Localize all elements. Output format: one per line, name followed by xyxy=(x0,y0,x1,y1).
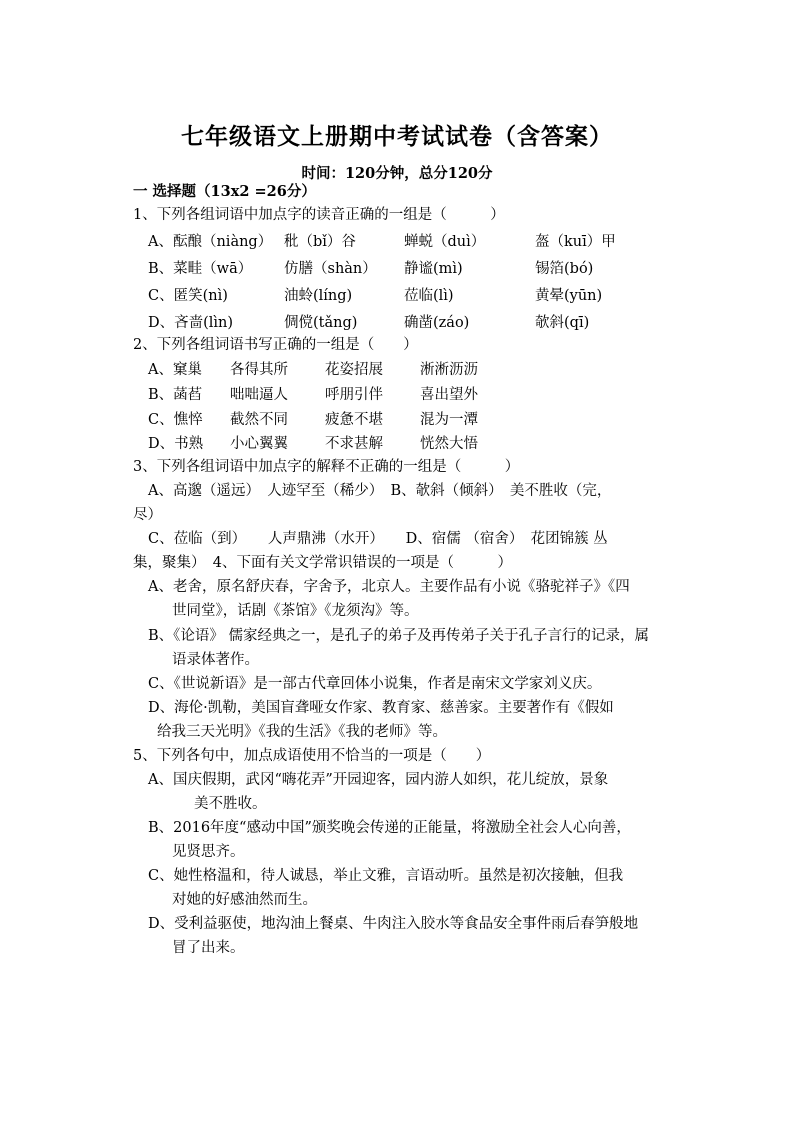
option-text: 莅临(lì) xyxy=(404,288,454,304)
option-text: 截然不同 xyxy=(230,412,288,428)
question-5-line: 美不胜收。 xyxy=(194,796,267,812)
option-text: 呼朋引伴 xyxy=(325,387,383,403)
option-text: A、窠巢 xyxy=(148,362,202,378)
question-3-line: A、高邈（遥远） 人迹罕至（稀少） B、欹斜（倾斜） 美不胜收（完， xyxy=(148,483,612,499)
option-text: 确凿(záo) xyxy=(404,315,470,331)
option-text: B、菡萏 xyxy=(148,387,203,403)
option-text: 疲惫不堪 xyxy=(325,412,383,428)
question-4-line: C、《世说新语》是一部古代章回体小说集，作者是南宋文学家刘义庆。 xyxy=(148,676,602,692)
option-text: 不求甚解 xyxy=(325,436,383,452)
option-text: D、书熟 xyxy=(148,436,204,452)
option-text: 淅淅沥沥 xyxy=(420,362,478,378)
page-title: 七年级语文上册期中考试试卷（含答案） xyxy=(181,123,613,150)
option-text: 欹斜(qī) xyxy=(535,315,590,331)
option-text: A、酝酿（niàng） xyxy=(148,234,273,250)
option-text: 恍然大悟 xyxy=(420,436,478,452)
question-5-line: 冒了出来。 xyxy=(172,940,245,956)
option-text: 小心翼翼 xyxy=(230,436,288,452)
question-5-line: C、她性格温和，待人诚恳，举止文雅，言语动听。虽然是初次接触，但我 xyxy=(148,868,624,884)
question-3-line: 尽） xyxy=(133,507,162,523)
option-text: 静谧(mì) xyxy=(404,261,463,277)
question-4-line: D、海伦·凯勒，美国盲聋哑女作家、教育家、慈善家。主要著作有《假如 xyxy=(148,700,614,716)
question-4-line: B、《论语》 儒家经典之一，是孔子的弟子及再传弟子关于孔子言行的记录，属 xyxy=(148,628,650,644)
section-heading: 一 选择题（13x2 =26分） xyxy=(133,183,316,200)
option-text: B、菜畦（wā） xyxy=(148,261,253,277)
option-text: 盔（kuī）甲 xyxy=(535,234,616,250)
option-text: 仿膳（shàn） xyxy=(284,261,377,277)
option-text: 倜傥(tǎng) xyxy=(284,315,358,331)
option-text: C、憔悴 xyxy=(148,412,203,428)
question-4-stem: 集，聚集） 4、下面有关文学常识错误的一项是（ ） xyxy=(133,555,512,571)
question-4-line: 语录体著作。 xyxy=(172,652,259,668)
option-text: 混为一潭 xyxy=(420,412,478,428)
option-text: 咄咄逼人 xyxy=(230,387,288,403)
question-2-stem: 2、下列各组词语书写正确的一组是（ ） xyxy=(133,337,418,353)
question-1-stem: 1、下列各组词语中加点字的读音正确的一组是（ ） xyxy=(133,207,505,223)
question-3-stem: 3、下列各组词语中加点字的解释不正确的一组是（ ） xyxy=(133,459,520,475)
question-3-line: C、莅临（到） 人声鼎沸（水开） D、宿儒 （宿舍） 花团锦簇 丛 xyxy=(148,531,608,547)
question-4-line: A、老舍，原名舒庆春，字舍予，北京人。主要作品有小说《骆驼祥子》《四 xyxy=(148,579,630,595)
question-5-line: A、国庆假期，武冈“嗨花弄”开园迎客，园内游人如织，花儿绽放，景象 xyxy=(148,772,609,788)
option-text: 锡箔(bó) xyxy=(535,261,594,277)
question-4-line: 世同堂》，话剧《茶馆》《龙须沟》等。 xyxy=(172,603,419,619)
question-5-line: 对她的好感油然而生。 xyxy=(172,892,317,908)
question-5-line: 见贤思齐。 xyxy=(172,844,245,860)
option-text: 油蛉(líng) xyxy=(284,288,353,304)
exam-info: 时间：120分钟，总分120分 xyxy=(301,165,493,182)
option-text: D、吝啬(lìn) xyxy=(148,315,234,331)
option-text: 蝉蜕（duì） xyxy=(404,234,486,250)
option-text: 各得其所 xyxy=(230,362,288,378)
option-text: 喜出望外 xyxy=(420,387,478,403)
option-text: C、匿笑(nì) xyxy=(148,288,228,304)
option-text: 秕（bǐ）谷 xyxy=(284,234,356,250)
option-text: 黄晕(yūn) xyxy=(535,288,603,304)
question-4-line: 给我三天光明》《我的生活》《我的老师》等。 xyxy=(157,724,447,740)
question-5-line: D、受利益驱使，地沟油上餐桌、牛肉注入胶水等食品安全事件雨后春笋般地 xyxy=(148,916,639,932)
question-5-line: B、2016年度“感动中国”颁奖晚会传递的正能量，将激励全社会人心向善， xyxy=(148,820,631,836)
question-5-stem: 5、下列各句中，加点成语使用不恰当的一项是（ ） xyxy=(133,748,491,764)
option-text: 花姿招展 xyxy=(325,362,383,378)
